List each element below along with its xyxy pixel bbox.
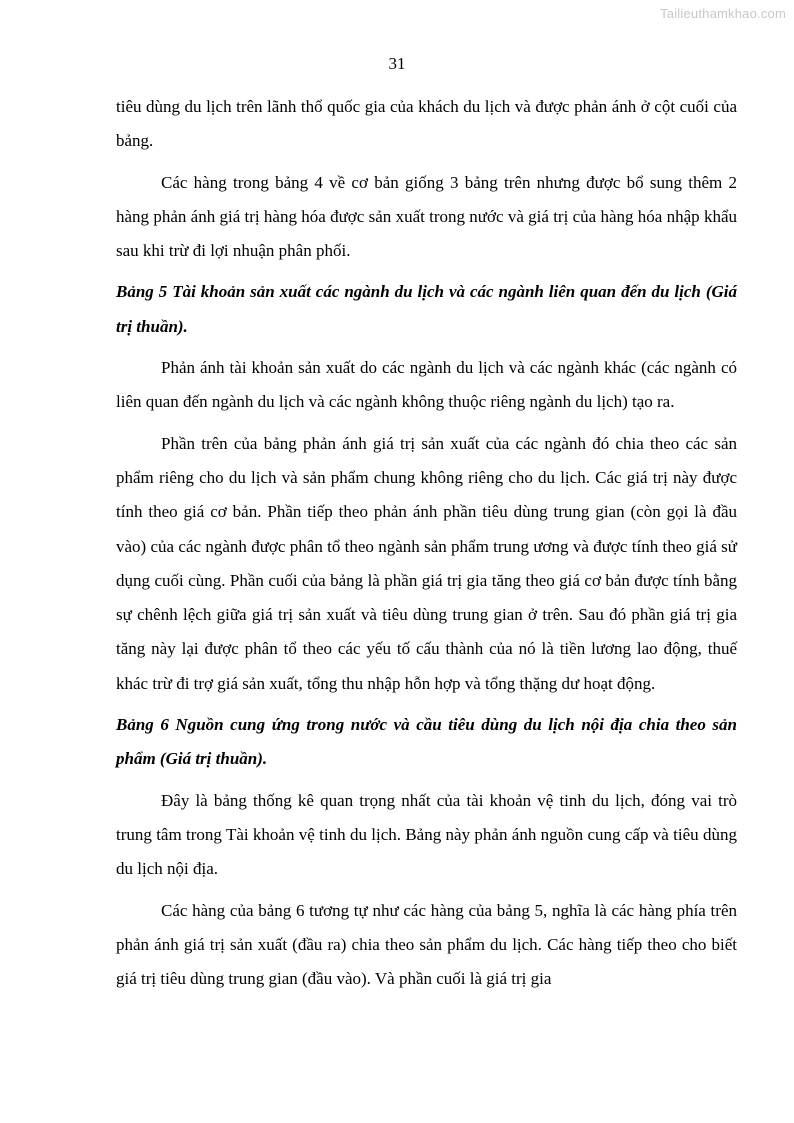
paragraph-table-5-summary: Phản ánh tài khoản sản xuất do các ngành du lịch và các ngành khác (các ngành có liên quan đến ngành du lịch và các ngành không thuộc riêng ngành du lịch) tạo ra.	[116, 358, 737, 412]
watermark-text: Tailieuthamkhao.com	[660, 6, 786, 21]
paragraph-table-5-detail: Phần trên của bảng phản ánh giá trị sản xuất của các ngành đó chia theo các sản phẩm riêng cho du lịch và sản phẩm chung không riêng cho du lịch. Các giá trị này được tính theo giá cơ bản. Phần tiếp theo phản ánh phần tiêu dùng trung gian (còn gọi là đầu vào) của các ngành được phân tổ theo ngành sản phẩm trung ương và được tính theo giá sử dụng cuối cùng. Phần cuối của bảng là phần giá trị gia tăng theo giá cơ bản được tính bằng sự chênh lệch giữa giá trị sản xuất và tiêu dùng trung gian ở trên. Sau đó phần giá trị gia tăng này lại được phân tổ theo các yếu tố cấu thành của nó là tiền lương lao động, thuế khác trừ đi trợ giá sản xuất, tổng thu nhập hỗn hợp và tổng thặng dư hoạt động.	[116, 433, 737, 693]
heading-table-5: Bảng 5 Tài khoản sản xuất các ngành du lịch và các ngành liên quan đến du lịch (Giá trị thuần).	[116, 282, 737, 336]
heading-table-6: Bảng 6 Nguồn cung ứng trong nước và cầu tiêu dùng du lịch nội địa chia theo sản phẩm (Giá trị thuần).	[116, 715, 737, 769]
paragraph-table-6-importance: Đây là bảng thống kê quan trọng nhất của tài khoản vệ tinh du lịch, đóng vai trò trung tâm trong Tài khoản vệ tinh du lịch. Bảng này phản ánh nguồn cung cấp và tiêu dùng du lịch nội địa.	[116, 790, 737, 879]
paragraph-continuation: tiêu dùng du lịch trên lãnh thổ quốc gia của khách du lịch và được phản ánh ở cột cuối của bảng.	[116, 97, 737, 151]
paragraph-table-4-rows: Các hàng trong bảng 4 về cơ bản giống 3 bảng trên nhưng được bổ sung thêm 2 hàng phản ánh giá trị hàng hóa được sản xuất trong nước và giá trị của hàng hóa nhập khẩu sau khi trừ đi lợi nhuận phân phối.	[116, 172, 737, 261]
paragraph-table-6-rows: Các hàng của bảng 6 tương tự như các hàng của bảng 5, nghĩa là các hàng phía trên phản ánh giá trị sản xuất (đầu ra) chia theo sản phẩm du lịch. Các hàng tiếp theo cho biết giá trị tiêu dùng trung gian (đầu vào). Và phần cuối là giá trị gia	[116, 900, 737, 989]
page-number: 31	[388, 54, 406, 73]
document-body	[116, 90, 737, 1003]
